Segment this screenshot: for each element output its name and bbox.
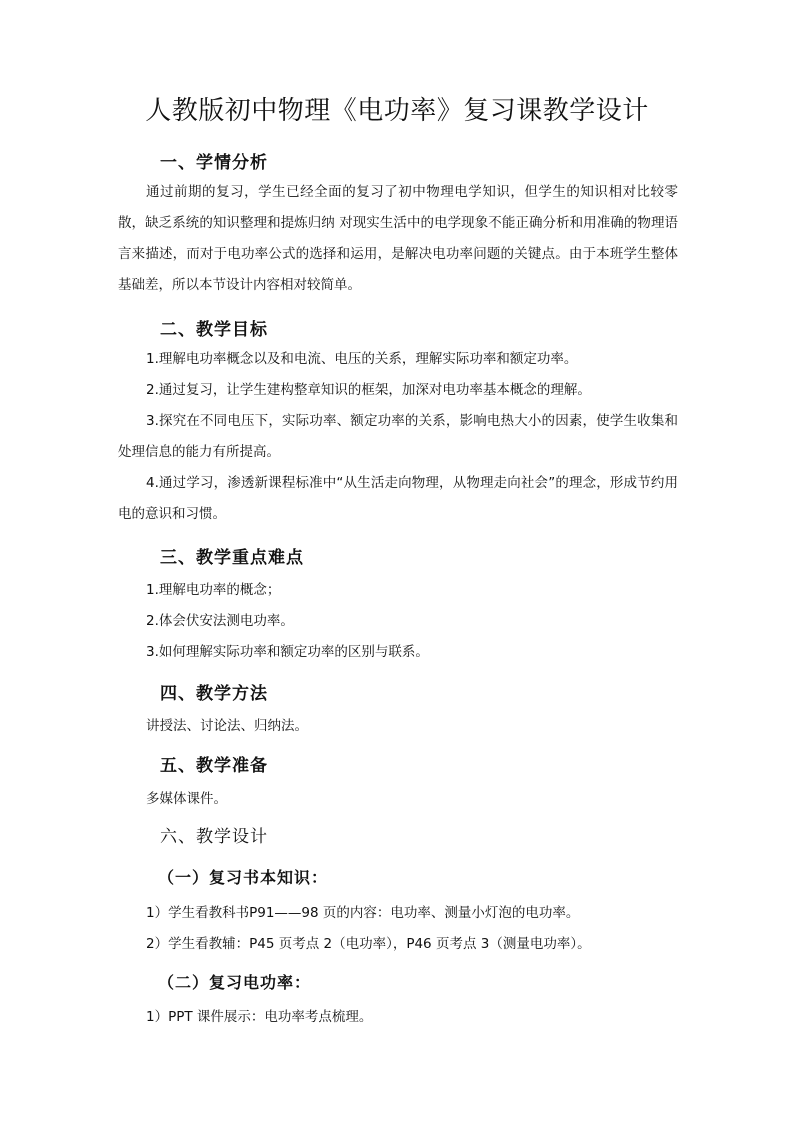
section-heading-teaching-goals: 二、教学目标 — [160, 320, 268, 340]
review-textbook-item: 2）学生看教辅：P45 页考点 2（电功率），P46 页考点 3（测量电功率）。 — [146, 936, 591, 952]
section-heading-key-points: 三、教学重点难点 — [160, 548, 304, 568]
key-point-item: 2.体会伏安法测电功率。 — [146, 613, 294, 629]
teaching-goal-item: 3.探究在不同电压下，实际功率、额定功率的关系，影响电热大小的因素，使学生收集和处理信息的能力有所提高。 — [118, 413, 678, 460]
review-textbook-item: 1）学生看教科书P91——98 页的内容：电功率、测量小灯泡的电功率。 — [146, 905, 580, 921]
section-heading-teaching-preparation: 五、教学准备 — [160, 756, 268, 776]
teaching-goal-item: 4.通过学习，渗透新课程标准中“从生活走向物理，从物理走向社会”的理念，形成节约用电的意识和习惯。 — [118, 475, 678, 522]
subsection-heading-review-power: （二）复习电功率： — [158, 973, 312, 992]
section-heading-learning-analysis: 一、学情分析 — [160, 153, 268, 173]
teaching-goal-item: 2.通过复习，让学生建构整章知识的框架，加深对电功率基本概念的理解。 — [146, 382, 591, 398]
section-heading-teaching-methods: 四、教学方法 — [160, 684, 268, 704]
learning-analysis-paragraph: 通过前期的复习，学生已经全面的复习了初中物理电学知识，但学生的知识相对比较零散，缺乏系统的知识整理和提炼归纳 对现实生活中的电学现象不能正确分析和用准确的物理语言来描述，而对于电功率公式的选择和运用，是解决电功率问题的关键点。由于本班学生整体基础差，所以本节设计内容相对较简单。 — [118, 184, 678, 293]
key-point-item: 3.如何理解实际功率和额定功率的区别与联系。 — [146, 644, 429, 660]
key-point-item: 1.理解电功率的概念； — [146, 582, 281, 598]
section-heading-teaching-design: 六、教学设计 — [160, 827, 268, 847]
teaching-methods-text: 讲授法、讨论法、归纳法。 — [146, 718, 308, 734]
document-title: 人教版初中物理《电功率》复习课教学设计 — [145, 96, 649, 126]
subsection-heading-review-textbook: （一）复习书本知识： — [158, 868, 329, 887]
teaching-goal-item: 1.理解电功率概念以及和电流、电压的关系，理解实际功率和额定功率。 — [146, 351, 578, 367]
review-power-item: 1）PPT 课件展示：电功率考点梳理。 — [146, 1009, 373, 1025]
teaching-preparation-text: 多媒体课件。 — [146, 791, 227, 807]
